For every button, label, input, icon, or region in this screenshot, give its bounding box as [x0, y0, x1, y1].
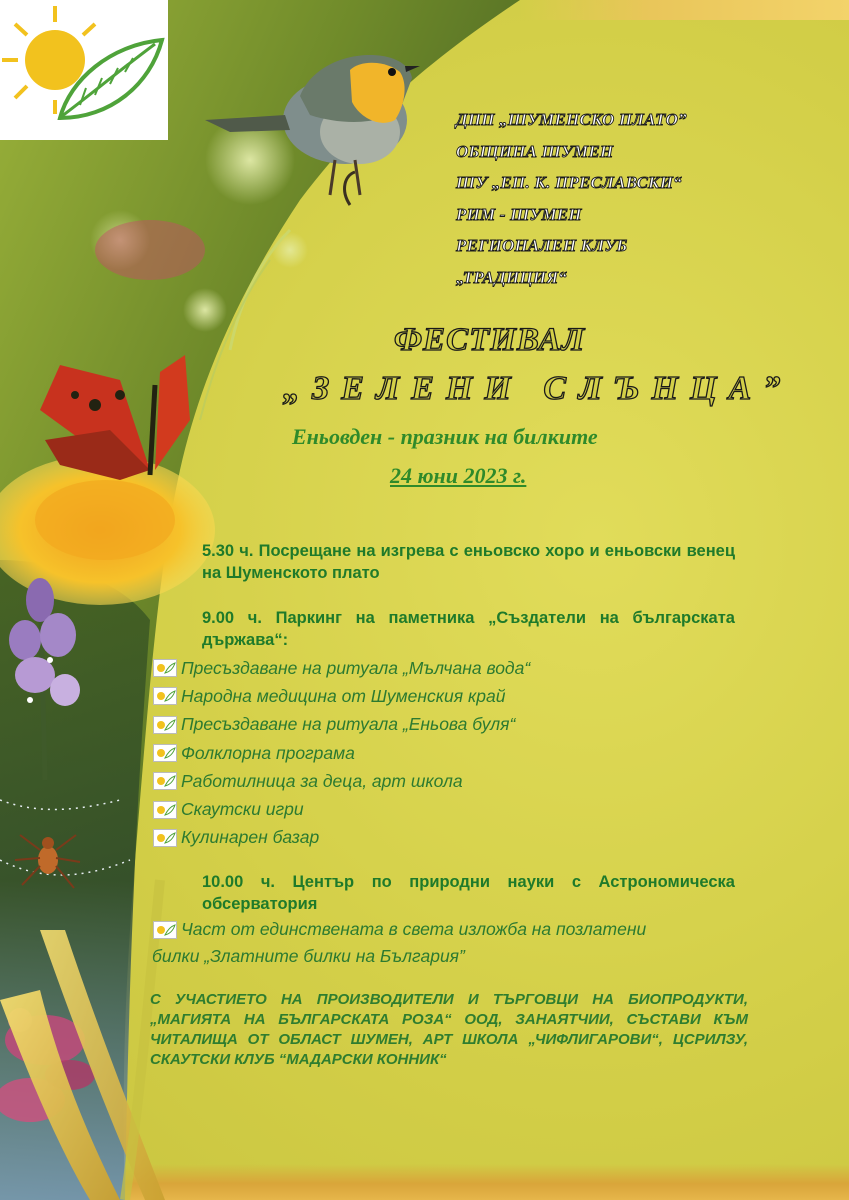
list-item-continuation: [152, 943, 742, 970]
list-item: [152, 682, 530, 710]
event-heading: 10.00 ч. Център по природни науки с Астрономическа обсерватория: [202, 873, 735, 913]
organizer-line: ДПП „ШУМЕНСКО ПЛАТО”: [456, 110, 687, 129]
festival-date: 24 юни 2023 г.: [390, 463, 527, 488]
item-text: Пресъздаване на ритуала „Мълчана вода“: [181, 657, 531, 678]
festival-subtitle: Еньовден - празник на билките: [292, 424, 598, 449]
bullet-sun-icon: [152, 716, 178, 734]
event-heading: 9.00 ч. Паркинг на паметника „Създатели на българската държава“:: [202, 609, 735, 649]
bullet-sun-icon: [152, 829, 178, 847]
participants-text: С УЧАСТИЕТО НА ПРОИЗВОДИТЕЛИ И ТЪРГОВЦИ НА БИОПРОДУКТИ, „МАГИЯТА НА БЪЛГАРСКАТА РОЗА“ ООД, ЗАНАЯТЧИИ, СЪСТАВИ КЪМ ЧИТАЛИЩА ОТ ОБЛАСТ ШУМЕН, АРТ ШКОЛА „ЧИФЛИГАРОВИ“, ЦСРИЛЗУ, СКАУТСКИ КЛУБ “МАДАРСКИ КОННИК“: [150, 991, 748, 1068]
event-heading: 5.30 ч. Посрещане на изгрева с еньовско хоро и еньовски венец на Шуменското плато: [202, 542, 735, 582]
festival-title: ФЕСТИВАЛ: [394, 322, 586, 358]
bullet-sun-icon: [152, 659, 178, 677]
logo: [0, 0, 168, 140]
event-items-list: [152, 916, 742, 970]
item-text: Работилница за деца, арт школа: [181, 770, 463, 791]
item-text: Част от единствената в света изложба на позлатени: [181, 919, 647, 939]
item-text: Фолклорна програма: [181, 742, 355, 763]
item-text: Народна медицина от Шуменския край: [181, 685, 506, 706]
list-item: [152, 916, 742, 943]
organizer-line: ШУ „ЕП. К. ПРЕСЛАВСКИ“: [456, 173, 682, 192]
logo-sun-leaf-icon: [0, 0, 168, 140]
list-item: [152, 711, 530, 739]
bullet-sun-icon: [152, 801, 178, 819]
bullet-sun-icon: [152, 687, 178, 705]
item-text: Пресъздаване на ритуала „Еньова буля“: [181, 714, 516, 735]
bullet-sun-icon: [152, 772, 178, 790]
organizer-line: РЕГИОНАЛЕН КЛУБ: [456, 236, 628, 255]
item-text: билки „Златните билки на България”: [152, 946, 465, 966]
item-text: Кулинарен базар: [181, 827, 320, 848]
festival-name: „ЗЕЛЕНИ СЛЪНЦА”: [283, 370, 793, 407]
list-item: [152, 824, 530, 852]
organizer-line: ОБЩИНА ШУМЕН: [456, 141, 614, 161]
bullet-sun-icon: [152, 744, 178, 762]
item-text: Скаутски игри: [181, 799, 304, 820]
list-item: [152, 739, 530, 767]
bullet-sun-icon: [152, 921, 178, 939]
list-item: [152, 654, 530, 682]
list-item: [152, 795, 530, 823]
organizer-line: РИМ - ШУМЕН: [456, 204, 582, 224]
organizer-line: „ТРАДИЦИЯ“: [456, 267, 567, 287]
list-item: [152, 767, 530, 795]
event-items-list: [152, 654, 530, 852]
organizers-list: [456, 104, 816, 293]
